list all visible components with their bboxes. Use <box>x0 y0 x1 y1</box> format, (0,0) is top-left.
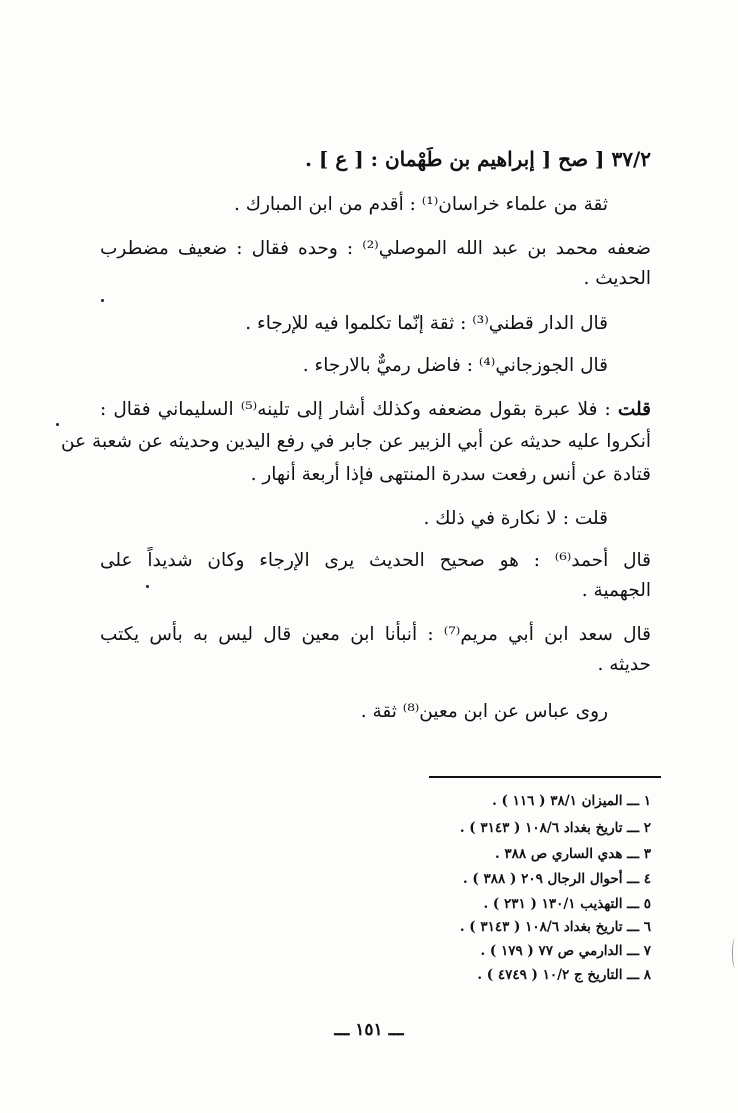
paragraph-3-line-1: قال الدار قطني⁽³⁾ : ثقة إنّما تكلموا فيه للإرجاء . <box>245 313 608 334</box>
scan-speck <box>101 299 104 302</box>
paragraph-6-line-1: قلت : لا نكارة في ذلك . <box>423 508 608 529</box>
paragraph-5-line-1 <box>100 397 651 423</box>
paragraph-1-line-1: ثقة من علماء خراسان⁽¹⁾ : أقدم من ابن المبارك . <box>233 194 608 215</box>
entry-heading: ٣٧/٢ [ صح [ إبراهيم بن طَهْمان : [ ع ] . <box>304 147 651 171</box>
footnote-5: ٥ ـــ التهذيب ١٣٠/١ ( ٢٣١ ) . <box>483 896 651 912</box>
scan-speck <box>146 585 149 588</box>
footnote-2: ٢ ـــ تاريخ بغداد ١٠٨/٦ ( ٣١٤٣ ) . <box>459 820 651 836</box>
footnote-4: ٤ ـــ أحوال الرجال ٢٠٩ ( ٣٨٨ ) . <box>463 871 651 887</box>
paragraph-8-line-2: حديثه . <box>597 654 651 675</box>
footnote-1: ١ ـــ الميزان ٣٨/١ ( ١١٦ ) . <box>492 793 651 809</box>
footnote-6: ٦ ـــ تاريخ بغداد ١٠٨/٦ ( ٣١٤٣ ) . <box>459 919 651 935</box>
footnote-8: ٨ ـــ التاريخ ج ١٠/٢ ( ٤٧٤٩ ) . <box>477 967 651 983</box>
paragraph-2-line-1: ضعفه محمد بن عبد الله الموصلي⁽²⁾ : وحده فقال : ضعيف مضطرب <box>100 238 652 259</box>
paragraph-5-line-1-text: : فلا عبرة بقول مضعفه وكذلك أشار إلى تلينه⁽⁵⁾ السليماني فقال : <box>100 399 611 420</box>
footnote-7: ٧ ـــ الدارمي ص ٧٧ ( ١٧٩ ) . <box>480 943 651 959</box>
paragraph-7-line-1: قال أحمد⁽⁶⁾ : هو صحيح الحديث يرى الإرجاء وكان شديداً على <box>100 550 651 571</box>
paragraph-5-line-2: أنكروا عليه حديثه عن أبي الزبير عن جابر في رفع اليدين وحديثه عن شعبة عن <box>61 431 651 452</box>
paragraph-9-line-1: روى عباس عن ابن معين⁽⁸⁾ ثقة . <box>360 701 608 722</box>
qultu-lead: قلت <box>617 399 651 420</box>
paragraph-4-line-1: قال الجوزجاني⁽⁴⁾ : فاضل رميٌّ بالارجاء . <box>302 355 608 376</box>
page-number: ـــ ١٥١ ـــ <box>334 1020 404 1040</box>
footnote-divider <box>429 776 661 778</box>
paragraph-8-line-1: قال سعد ابن أبي مريم⁽⁷⁾ : أنبأنا ابن معين قال ليس به بأس يكتب <box>100 624 651 645</box>
paragraph-7-line-2: الجهمية . <box>581 580 651 601</box>
page-edge-mark <box>732 938 738 968</box>
paragraph-2-line-2: الحديث . <box>583 268 651 289</box>
footnote-3: ٣ ـــ هدي الساري ص ٣٨٨ . <box>494 846 651 862</box>
paragraph-5-line-3: قتادة عن أنس رفعت سدرة المنتهى فإذا أربعة أنهار . <box>250 464 651 485</box>
scan-speck <box>56 423 59 426</box>
